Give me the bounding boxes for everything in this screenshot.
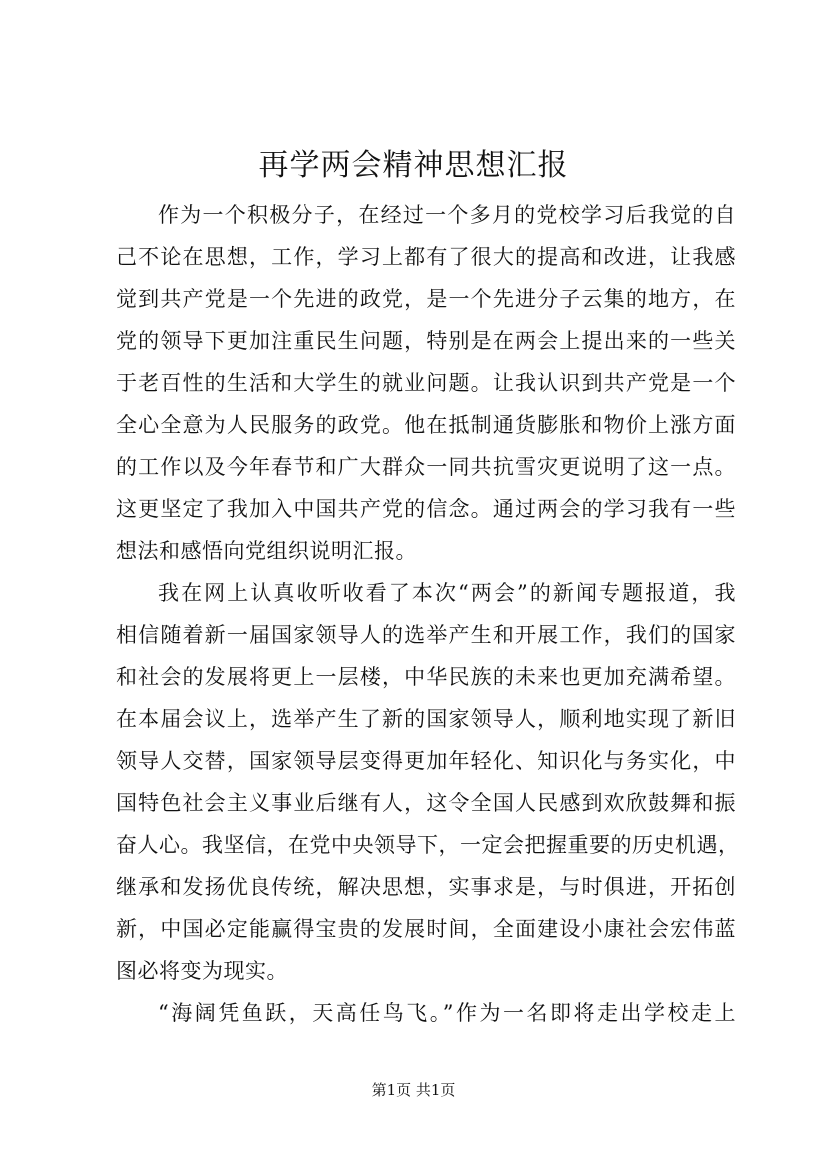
paragraph-line: 全心全意为人民服务的政党。他在抵制通货膨胀和物价上涨方面 <box>116 413 736 437</box>
paragraph-line: 相信随着新一届国家领导人的选举产生和开展工作，我们的国家 <box>116 623 736 647</box>
paragraph-line: 图必将变为现实。 <box>116 959 288 983</box>
paragraph-line: 这更坚定了我加入中国共产党的信念。通过两会的学习我有一些 <box>116 497 736 521</box>
paragraph-line: 新，中国必定能赢得宝贵的发展时间，全面建设小康社会宏伟蓝 <box>116 917 736 941</box>
paragraph-line: 和社会的发展将更上一层楼，中华民族的未来也更加充满希望。 <box>116 665 736 689</box>
paragraph-line: 觉到共产党是一个先进的政党，是一个先进分子云集的地方，在 <box>116 287 736 311</box>
paragraph-line: 作为一个积极分子，在经过一个多月的党校学习后我觉的自 <box>158 203 736 227</box>
paragraph-line: 的工作以及今年春节和广大群众一同共抗雪灾更说明了这一点。 <box>116 455 736 479</box>
document-body <box>116 194 740 1034</box>
paragraph-line: 继承和发扬优良传统，解决思想，实事求是，与时俱进，开拓创 <box>116 875 736 899</box>
paragraph-line: 领导人交替，国家领导层变得更加年轻化、知识化与务实化，中 <box>116 749 736 773</box>
paragraph-line: 我在网上认真收听收看了本次“两会”的新闻专题报道，我 <box>158 581 736 605</box>
paragraph-line: 想法和感悟向党组织说明汇报。 <box>116 539 417 563</box>
page-footer: 第1页 共1页 <box>371 1081 456 1099</box>
paragraph-line: 于老百性的生活和大学生的就业问题。让我认识到共产党是一个 <box>116 371 736 395</box>
paragraph-line: 己不论在思想，工作，学习上都有了很大的提高和改进，让我感 <box>116 245 736 269</box>
paragraph-line: 党的领导下更加注重民生问题，特别是在两会上提出来的一些关 <box>116 329 736 353</box>
paragraph-line: “海阔凭鱼跃，天高任鸟飞。”作为一名即将走出学校走上 <box>158 1001 736 1025</box>
paragraph-line: 在本届会议上，选举产生了新的国家领导人，顺利地实现了新旧 <box>116 707 736 731</box>
paragraph-line: 奋人心。我坚信，在党中央领导下，一定会把握重要的历史机遇， <box>116 833 740 857</box>
paragraph-line: 国特色社会主义事业后继有人，这令全国人民感到欢欣鼓舞和振 <box>116 791 736 815</box>
document-title: 再学两会精神思想汇报 <box>258 148 569 183</box>
